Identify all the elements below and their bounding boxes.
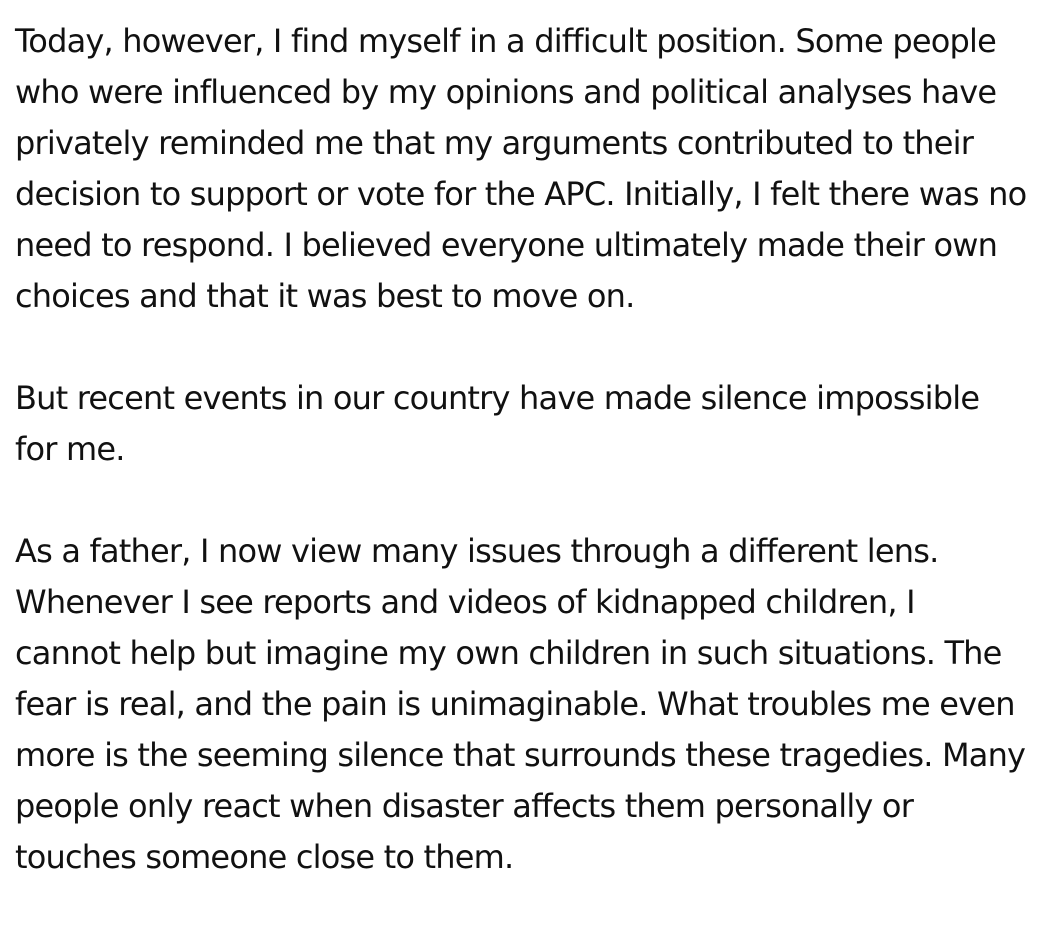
paragraph-3: As a father, I now view many issues through a different lens. Whenever I see reports and videos of kidnapped children, I cannot help but imagine my own children in such situations. The fear is real, and the pain is unimaginable. What troubles me even more is the seeming silence that surrounds these tragedies. Many people only react when disaster affects them personally or touches someone close to them. (15, 532, 1026, 876)
paragraph-2: But recent events in our country have made silence impossible for me. (15, 379, 980, 468)
paragraph-1: Today, however, I find myself in a difficult position. Some people who were influenced by my opinions and political analyses have privately reminded me that my arguments contributed to their decision to support or vote for the APC. Initially, I felt there was no need to respond. I believed everyone ultimately made their own choices and that it was best to move on. (15, 22, 1027, 315)
